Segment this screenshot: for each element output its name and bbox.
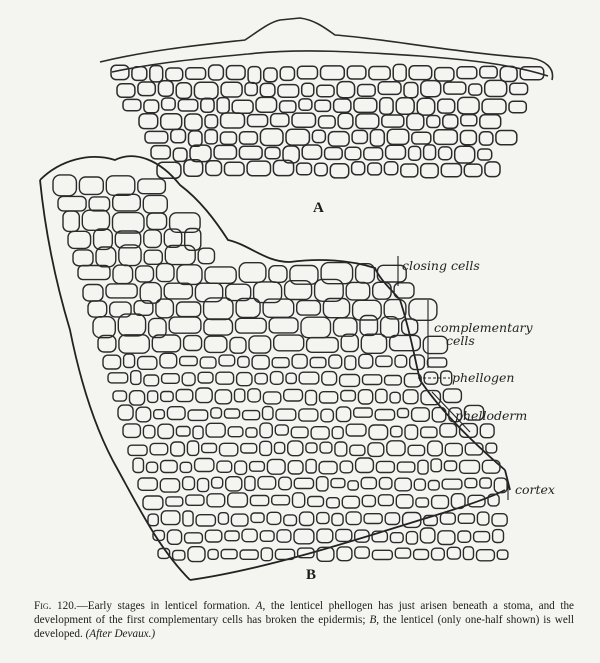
caption-text-2: , the lenticel phellogen has just arisen beneath a stoma, and the development of the first complementary cells has broken the epidermis;: [34, 600, 574, 626]
label-phellogen: phellogen: [452, 370, 515, 385]
caption-attribution: (After Devaux.): [85, 628, 156, 640]
caption-text-1: —Early stages in lenticel formation.: [76, 600, 256, 612]
label-closing-cells: closing cells: [402, 258, 480, 273]
label-cortex: cortex: [515, 482, 555, 497]
label-complementary: complementary: [434, 320, 533, 335]
panel-a-letter: A: [313, 200, 325, 216]
caption-text-3: , the lenticel (only one-half shown) is well developed.: [34, 614, 574, 640]
label-complementary-cells: cells: [446, 333, 475, 348]
panel-b-letter: B: [306, 567, 318, 583]
caption-b-letter: B: [369, 614, 377, 626]
label-phelloderm: phelloderm: [455, 408, 528, 423]
caption-fig-label: Fig. 120.: [34, 600, 77, 612]
caption-a-letter: A: [255, 600, 263, 612]
figure-caption: [34, 599, 574, 641]
